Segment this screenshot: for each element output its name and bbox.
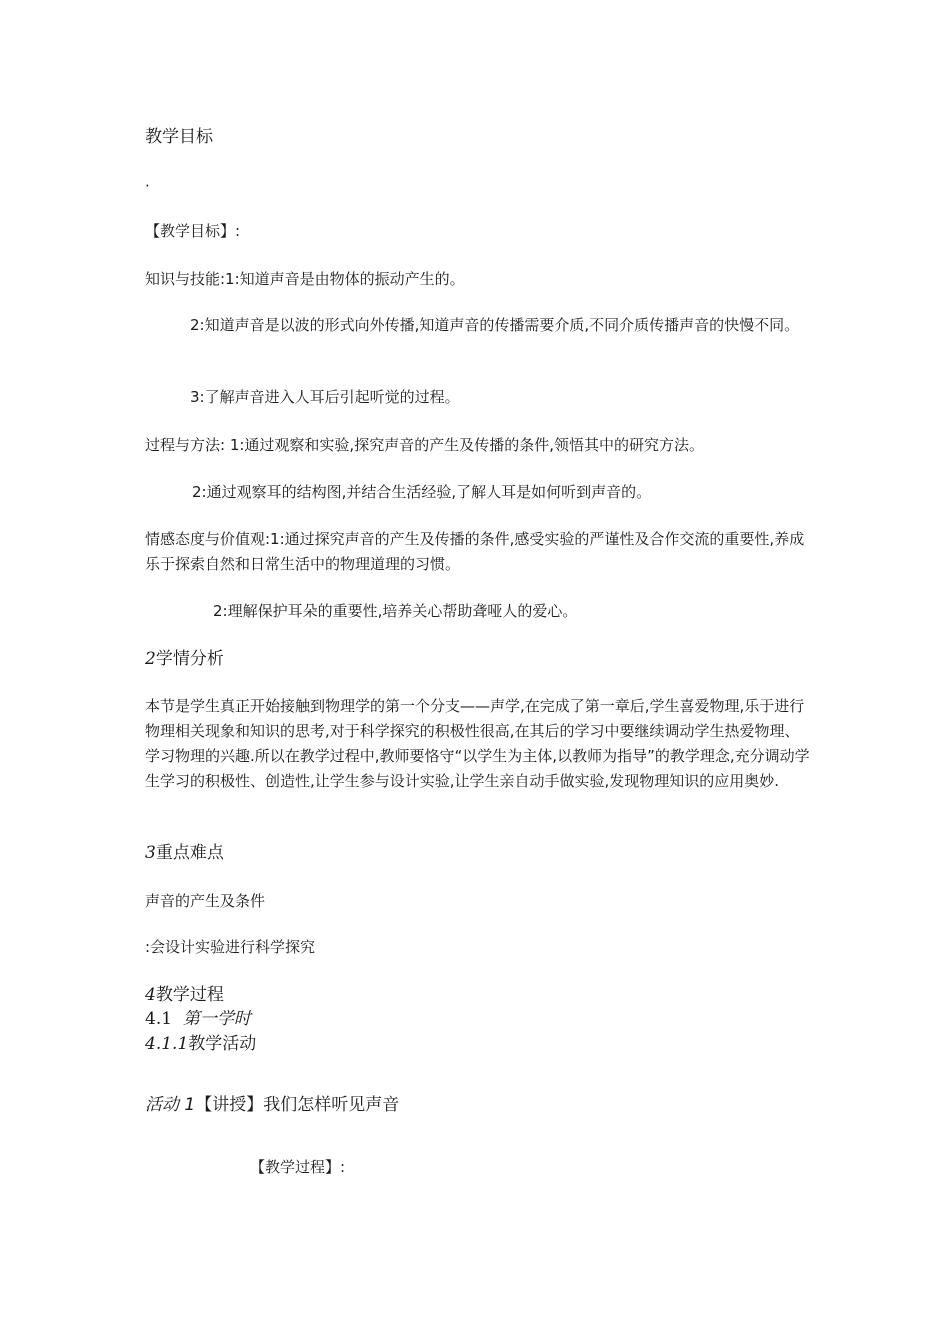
subsection-4-1-1-heading	[145, 1033, 256, 1055]
knowledge-goal-1: 知识与技能:1:知道声音是由物体的振动产生的。	[145, 270, 465, 288]
activity-number: 活动 1	[145, 1095, 196, 1115]
knowledge-goal-3: 3:了解声音进入人耳后引起听觉的过程。	[190, 388, 460, 406]
section-3-number: 3	[145, 843, 156, 863]
section-2-number: 2	[145, 649, 156, 669]
section-4-heading	[145, 984, 224, 1006]
section-2-title: 学情分析	[155, 649, 224, 669]
section-3-heading	[145, 842, 224, 864]
process-goal-1: 过程与方法: 1:通过观察和实验,探究声音的产生及传播的条件,领悟其中的研究方法。	[145, 436, 704, 454]
section-4-title: 教学过程	[155, 985, 224, 1005]
section-3-title: 重点难点	[155, 843, 224, 863]
subsection-4-1-number: 4.1	[145, 1009, 173, 1029]
key-point: 声音的产生及条件	[145, 892, 266, 910]
subsection-4-1-heading	[145, 1008, 251, 1030]
difficulty: :会设计实验进行科学探究	[145, 938, 316, 956]
emotion-goal-1: 情感态度与价值观:1:通过探究声音的产生及传播的条件,感受实验的严谨性及合作交流的重要性,养成乐于探索自然和日常生活中的物理道理的习惯。	[145, 530, 805, 573]
analysis-paragraph: 本节是学生真正开始接触到物理学的第一个分支——声学,在完成了第一章后,学生喜爱物理,乐于进行物理相关现象和知识的思考,对于科学探究的积极性很高,在其后的学习中要继续调动学生热爱物理、学习物理的兴趣.所以在教学过程中,教师要恪守“以学生为主体,以教师为指导”的教学理念,充分调动学生学习的积极性、创造性,让学生参与设计实验,让学生亲自动手做实验,发现物理知识的应用奥妙.	[145, 697, 810, 790]
knowledge-goal-2: 2:知道声音是以波的形式向外传播,知道声音的传播需要介质,不同介质传播声音的快慢不同。	[190, 316, 800, 334]
process-goal-2: 2:通过观察耳的结构图,并结合生活经验,了解人耳是如何听到声音的。	[192, 483, 652, 501]
dot-marker: ·	[145, 177, 150, 195]
goals-label: 【教学目标】:	[145, 222, 241, 240]
process-label: 【教学过程】:	[250, 1158, 346, 1176]
subsection-4-1-1-number: 4.1.1	[145, 1034, 189, 1054]
emotion-goal-2: 2:理解保护耳朵的重要性,培养关心帮助聋哑人的爱心。	[213, 602, 578, 620]
activity-heading	[145, 1094, 399, 1116]
section-4-number: 4	[145, 985, 156, 1005]
subsection-4-1-1-title: 教学活动	[188, 1034, 257, 1054]
subsection-4-1-title: 第一学时	[182, 1009, 251, 1029]
section-2-heading	[145, 648, 224, 670]
page-title: 教学目标	[145, 127, 213, 147]
activity-title: 【讲授】我们怎样听见声音	[195, 1095, 400, 1115]
